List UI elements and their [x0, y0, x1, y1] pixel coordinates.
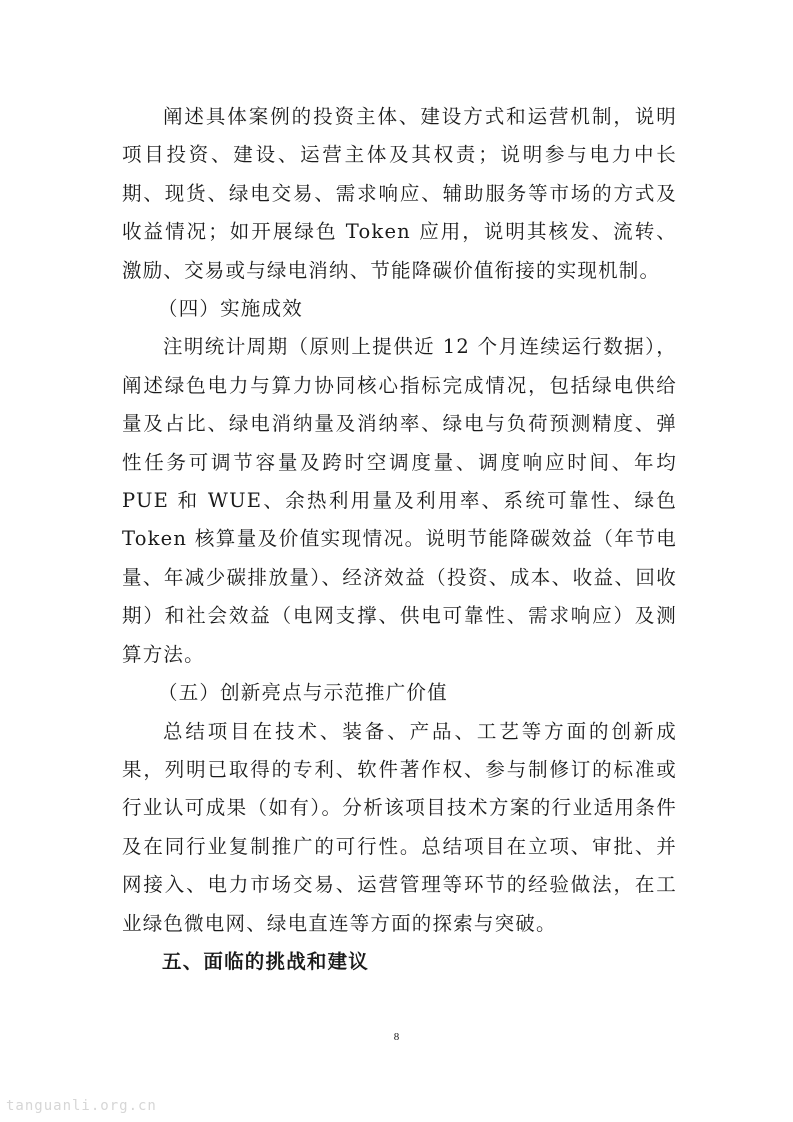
subheading-innovation-highlights: （五）创新亮点与示范推广价值 — [158, 681, 448, 705]
subheading-implementation-results: （四）实施成效 — [158, 297, 303, 321]
page-number: 8 — [393, 1031, 400, 1043]
paragraph-implementation-results: 注明统计周期（原则上提供近 12 个月连续运行数据），阐述绿色电力与算力协同核心指标完成情况，包括绿电供给量及占比、绿电消纳量及消纳率、绿电与负荷预测精度、弹性任务可调节容量及跨时空调度量、调度响应时间、年均 PUE 和 WUE、余热利用量及利用率、系统可靠性、绿色 Token 核算量及价值实现情况。说明节能降碳效益（年节电量、年减少碳排放量）、经济效益（投资、成本、收益、回收期）和社会效益（电网支撑、供电可靠性、需求响应）及测算方法。 — [122, 335, 677, 666]
document-body — [122, 98, 677, 981]
paragraph-operation-mechanism: 阐述具体案例的投资主体、建设方式和运营机制，说明项目投资、建设、运营主体及其权责；说明参与电力中长期、现货、绿电交易、需求响应、辅助服务等市场的方式及收益情况；如开展绿色 Token 应用，说明其核发、流转、激励、交易或与绿电消纳、节能降碳价值衔接的实现机制。 — [122, 105, 677, 282]
paragraph-innovation-highlights: 总结项目在技术、装备、产品、工艺等方面的创新成果，列明已取得的专利、软件著作权、参与制修订的标准或行业认可成果（如有）。分析该项目技术方案的行业适用条件及在同行业复制推广的可行性。总结项目在立项、审批、并网接入、电力市场交易、运营管理等环节的经验做法，在工业绿色微电网、绿电直连等方面的探索与突破。 — [122, 719, 677, 935]
watermark: tanguanli.org.cn — [6, 1098, 157, 1114]
section-heading-challenges: 五、面临的挑战和建议 — [162, 949, 370, 973]
